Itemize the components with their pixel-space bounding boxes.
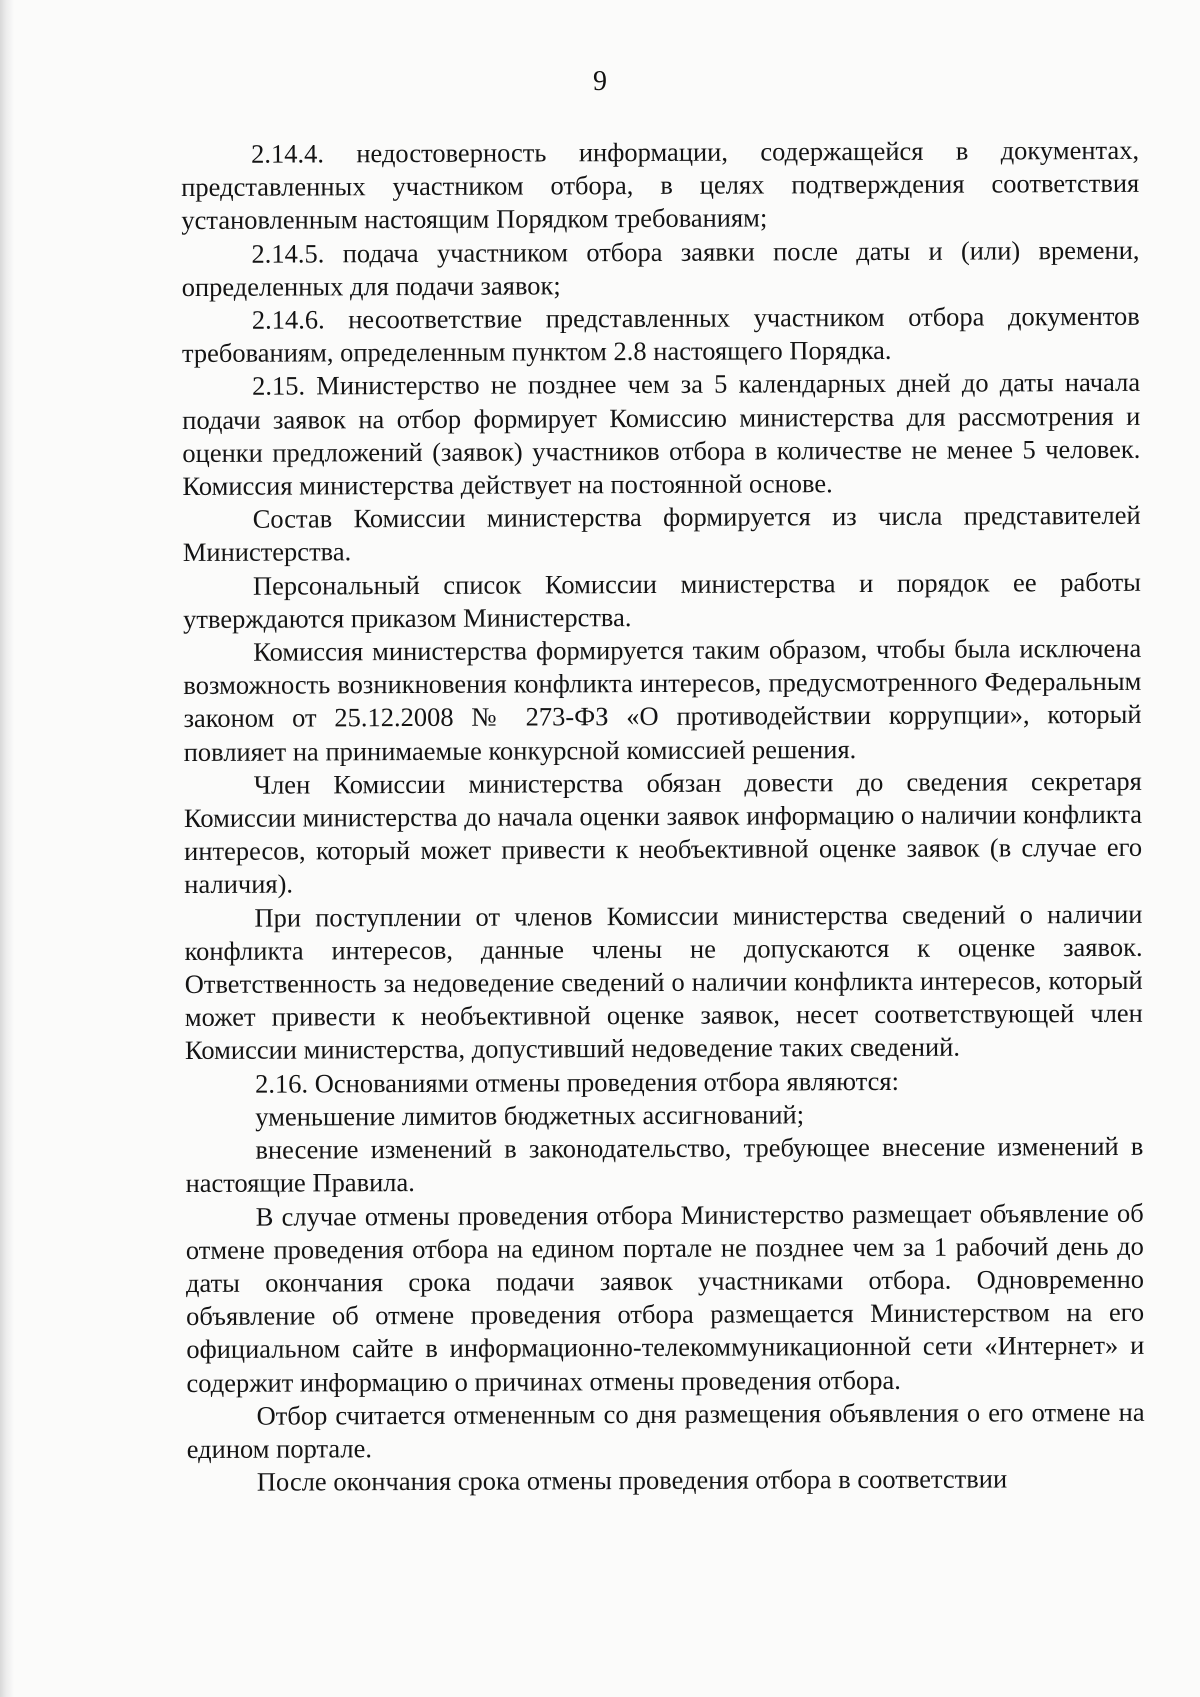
paragraph-cancelled-date: Отбор считается отмененным со дня размещения объявления о его отмене на едином портале. [186, 1396, 1145, 1464]
paragraph-personal-list: Персональный список Комиссии министерства и порядок ее работы утверждаются приказом Министерства. [183, 566, 1142, 634]
paragraph-legislation-changes: внесение изменений в законодательство, требующее внесение изменений в настоящие Правила. [185, 1130, 1144, 1199]
paragraph-member-duty: Член Комиссии министерства обязан довести до сведения секретаря Комиссии министерства до начала оценки заявок информацию о наличии конфликта интересов, который может привести к необъективной оценке заявок (в случае его наличия). [183, 765, 1143, 900]
document-body [181, 134, 1145, 1499]
paragraph-conflict-info: При поступлении от членов Комиссии министерства сведений о наличии конфликта интересов, данные члены не допускаются к оценке заявок. Ответственность за недоведение сведений о наличии конфликта интересов, который может привести к необъективной оценке заявок, несет соответствующей член Комиссии министерства, допустивший недоведение таких сведений. [184, 898, 1143, 1066]
paragraph-2-16: 2.16. Основаниями отмены проведения отбора являются: [255, 1065, 899, 1099]
paragraph-2-14-6: 2.14.6. несоответствие представленных участником отбора документов требованиям, определенным пунктом 2.8 настоящего Порядка. [181, 300, 1140, 369]
paragraph-2-15: 2.15. Министерство не позднее чем за 5 календарных дней до даты начала подачи заявок на отбор формирует Комиссию министерства для рассмотрения и оценки предложений (заявок) участников отбора в количестве не менее 5 человек. Комиссия министерства действует на постоянной основе. [182, 367, 1141, 502]
scan-edge-shadow [0, 0, 14, 1697]
paragraph-2-14-5: 2.14.5. подача участником отбора заявки после даты и (или) времени, определенных для подачи заявок; [181, 234, 1140, 302]
page-number: 9 [593, 66, 607, 97]
paragraph-commission-composition: Состав Комиссии министерства формируется из числа представителей Министерства. [182, 500, 1141, 568]
paragraph-after-cancellation: После окончания срока отмены проведения отбора в соответствии [256, 1463, 1008, 1497]
paragraph-conflict-exclusion: Комиссия министерства формируется таким образом, чтобы была исключена возможность возникновения конфликта интересов, предусмотренного Федеральным законом от 25.12.2008 № 273-ФЗ «О противодействии коррупции», который повлияет на принимаемые конкурсной комиссией решения. [183, 632, 1142, 767]
paragraph-cancellation-notice: В случае отмены проведения отбора Министерство размещает объявление об отмене проведения отбора на едином портале не позднее чем за 1 рабочий день до даты окончания срока подачи заявок участниками отбора. Одновременно объявление об отмене проведения отбора размещается Министерством на его официальном сайте в информационно-телекоммуникационной сети «Интернет» и содержит информацию о причинах отмены проведения отбора. [185, 1197, 1145, 1398]
paragraph-limits-reduction: уменьшение лимитов бюджетных ассигнований; [255, 1099, 805, 1132]
paragraph-2-14-4: 2.14.4. недостоверность информации, содержащейся в документах, представленных участником отбора, в целях подтверждения соответствия установленным настоящим Порядком требованиям; [181, 134, 1140, 236]
